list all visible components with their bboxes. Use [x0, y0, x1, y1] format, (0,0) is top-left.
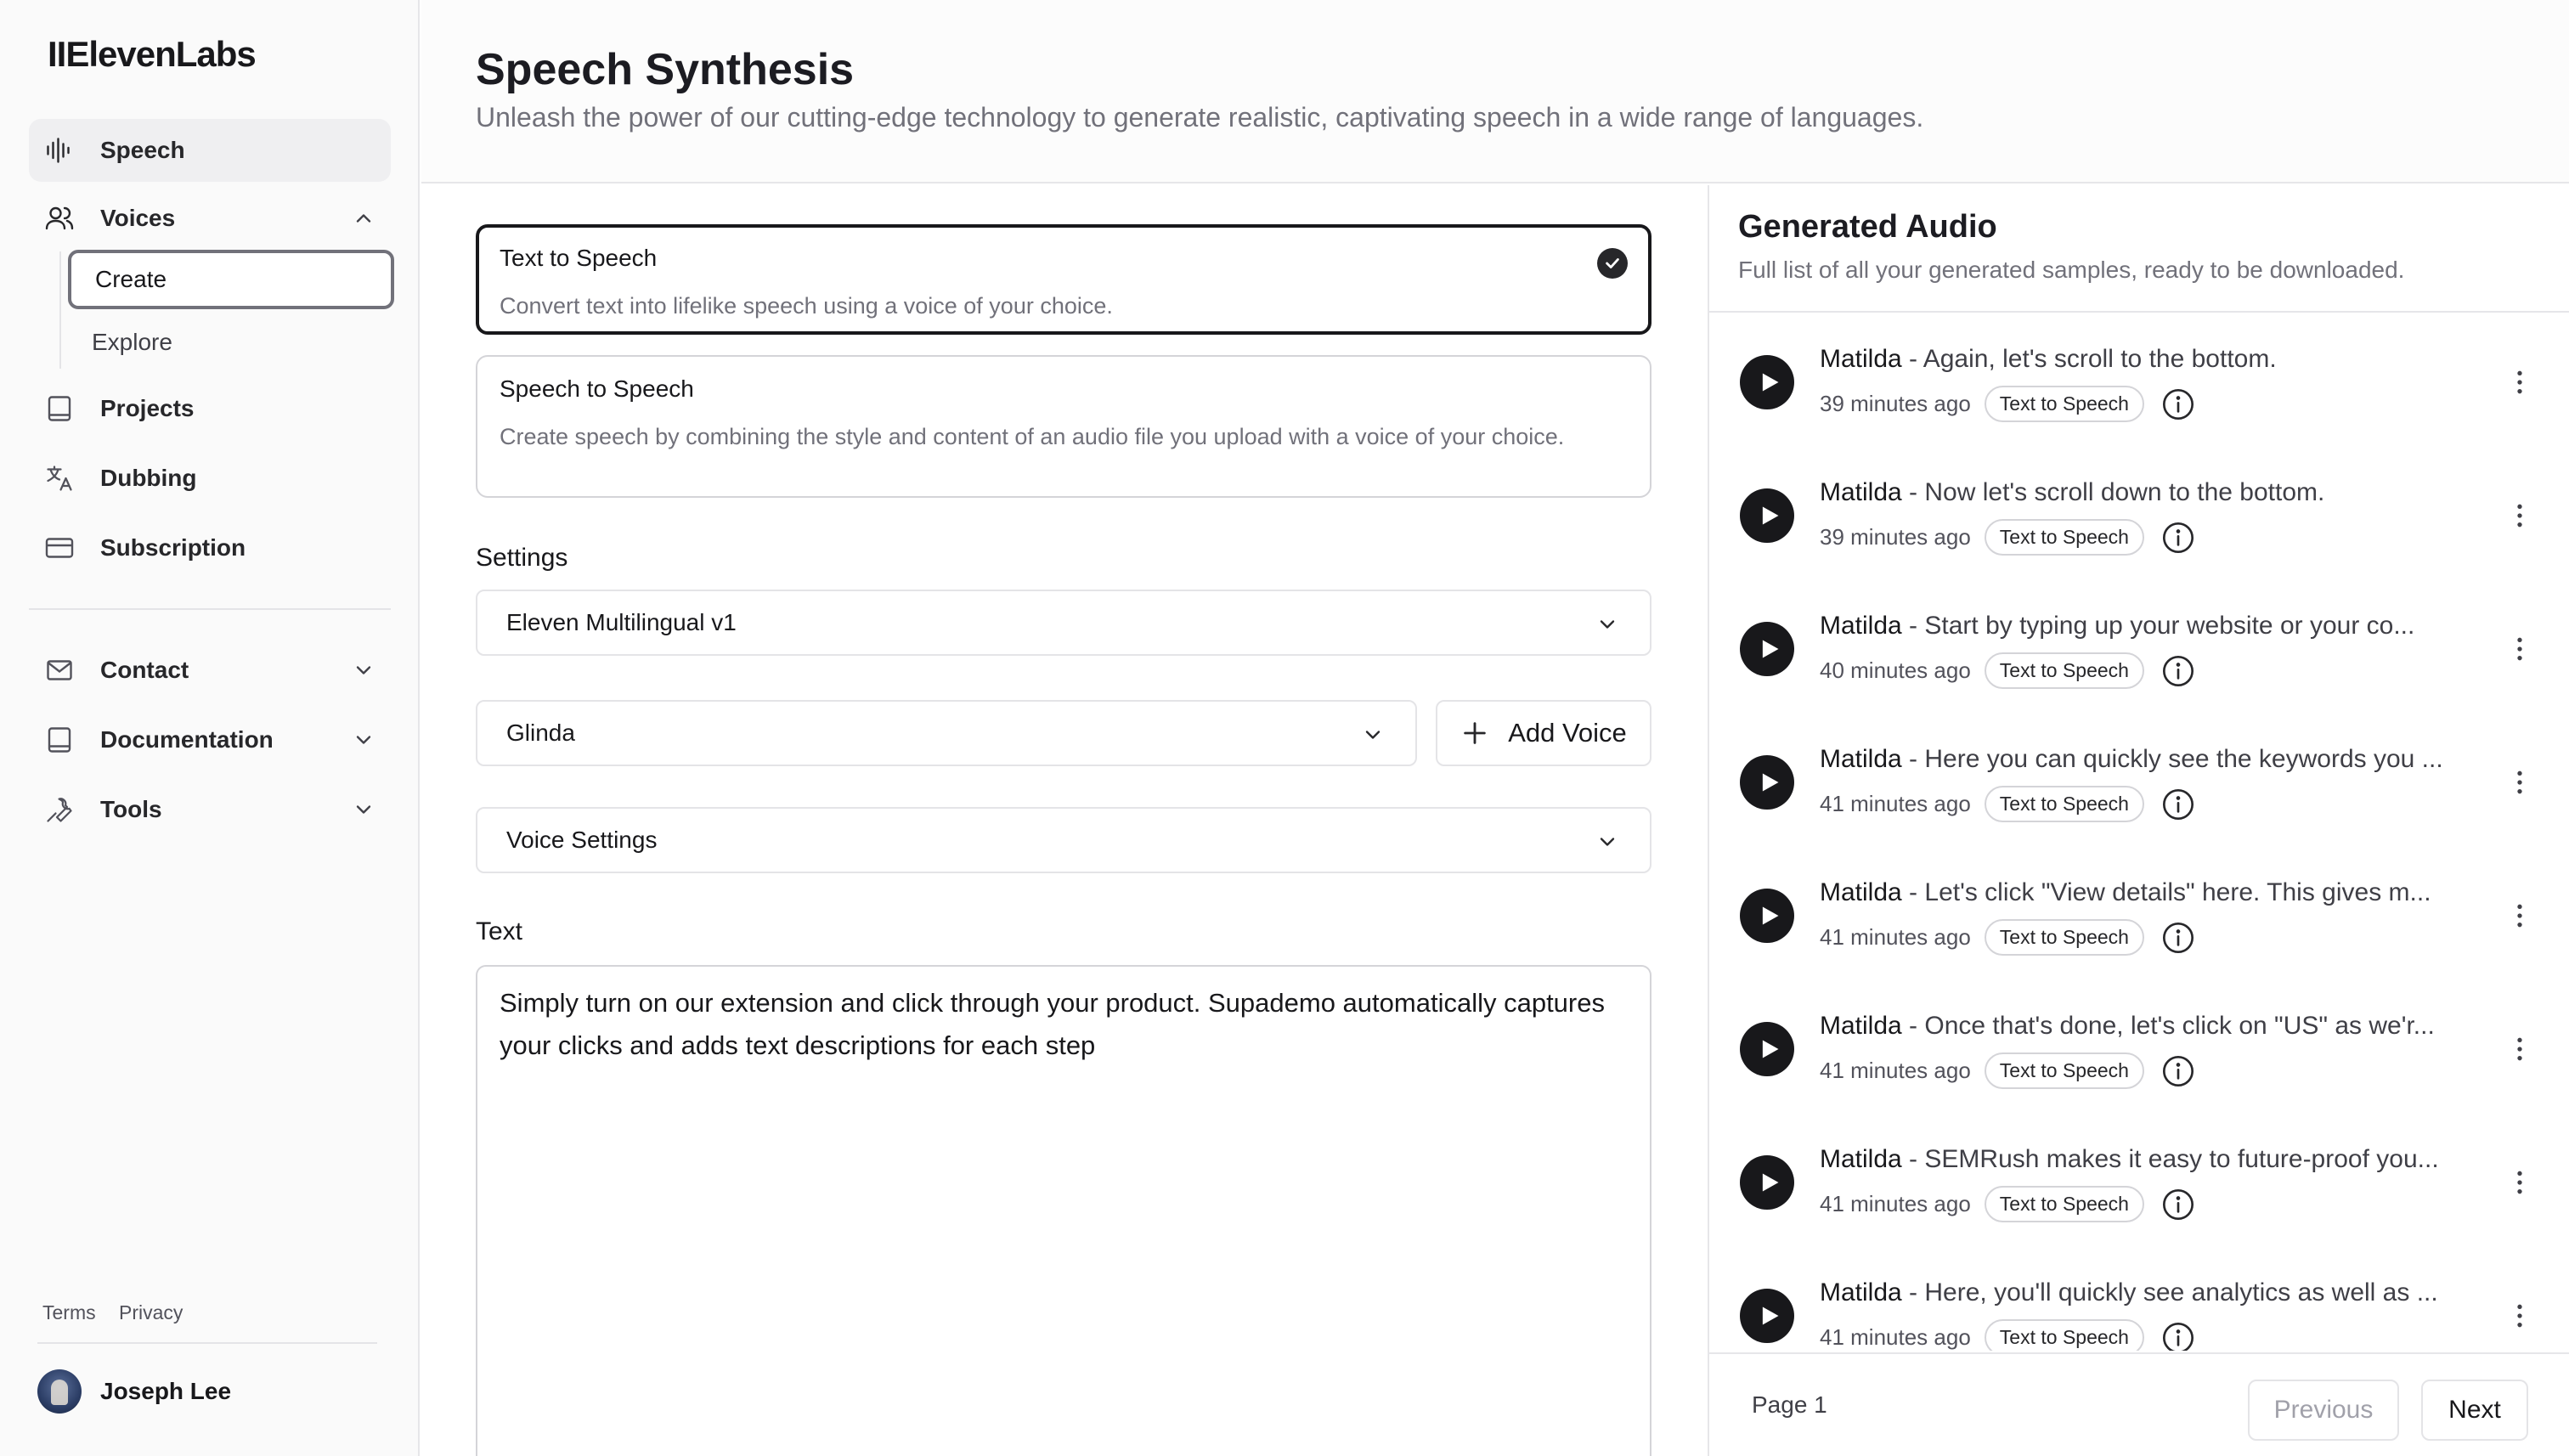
- voice-name: Matilda: [1820, 878, 1902, 906]
- timestamp: 39 minutes ago: [1820, 391, 1971, 416]
- audio-title: [1820, 612, 2491, 641]
- chevron-down-icon: [1361, 723, 1385, 747]
- audio-list-item[interactable]: [1709, 979, 2569, 1113]
- timestamp: 41 minutes ago: [1820, 1058, 1971, 1083]
- sidebar-item-voices[interactable]: [29, 187, 391, 250]
- mode-description: Create speech by combining the style and content of an audio file you upload with a voice of your choice.: [500, 424, 1565, 449]
- info-icon[interactable]: [2161, 521, 2195, 555]
- info-icon[interactable]: [2161, 787, 2195, 821]
- sidebar-item-label: Dubbing: [100, 465, 197, 491]
- audio-text: Once that's done, let's click on "US" as we'r...: [1924, 1012, 2435, 1040]
- title-separator: -: [1901, 745, 1925, 773]
- sidebar-item-contact[interactable]: [29, 639, 391, 702]
- text-input[interactable]: [476, 965, 1652, 1456]
- mode-title: Speech to Speech: [500, 375, 694, 402]
- audio-title: [1820, 1012, 2491, 1041]
- voice-name: Matilda: [1820, 745, 1902, 773]
- next-button[interactable]: Next: [2421, 1380, 2528, 1441]
- type-badge: Text to Speech: [1985, 919, 2144, 956]
- sidebar-item-label: Voices: [100, 205, 176, 231]
- audio-title: [1820, 1278, 2491, 1307]
- voice-name: Matilda: [1820, 478, 1902, 506]
- page-label: Page 1: [1752, 1391, 1827, 1418]
- timestamp: 41 minutes ago: [1820, 1191, 1971, 1216]
- chevron-down-icon[interactable]: [352, 658, 375, 682]
- audio-title: [1820, 745, 2491, 774]
- play-icon: [1758, 637, 1781, 661]
- audio-meta: [1820, 1052, 2195, 1089]
- book-icon: [44, 393, 75, 424]
- audio-list-item[interactable]: [1709, 313, 2569, 446]
- info-icon[interactable]: [2161, 921, 2195, 955]
- timestamp: 39 minutes ago: [1820, 524, 1971, 550]
- title-separator: -: [1901, 1012, 1925, 1040]
- pagination: [1709, 1352, 2569, 1456]
- terms-link[interactable]: Terms: [42, 1301, 96, 1323]
- play-button[interactable]: [1740, 889, 1794, 943]
- audio-text: Now let's scroll down to the bottom.: [1924, 478, 2325, 506]
- sidebar-item-label: Speech: [100, 137, 185, 163]
- info-icon[interactable]: [2161, 1188, 2195, 1222]
- sidebar-item-label: Contact: [100, 657, 189, 683]
- title-separator: -: [1901, 878, 1925, 906]
- play-icon: [1758, 770, 1781, 794]
- previous-button[interactable]: Previous: [2248, 1380, 2399, 1441]
- audio-text: Again, let's scroll to the bottom.: [1923, 345, 2277, 373]
- play-button[interactable]: [1740, 755, 1794, 810]
- sidebar: [0, 0, 420, 1456]
- title-separator: -: [1901, 478, 1925, 506]
- check-icon: [1597, 248, 1628, 279]
- synthesis-form: [421, 185, 1708, 1456]
- sidebar-subitem-explore[interactable]: Explore: [92, 329, 172, 355]
- more-options-icon[interactable]: [2515, 502, 2525, 529]
- audio-meta: [1820, 1186, 2195, 1222]
- title-separator: -: [1901, 612, 1925, 640]
- audio-title: [1820, 345, 2491, 374]
- title-separator: -: [1901, 345, 1923, 373]
- audio-meta: [1820, 519, 2195, 556]
- mode-card-text-to-speech[interactable]: [476, 224, 1652, 335]
- info-icon[interactable]: [2161, 654, 2195, 688]
- play-icon: [1758, 904, 1781, 928]
- sidebar-item-label: Documentation: [100, 726, 274, 753]
- plus-icon: [1460, 719, 1489, 748]
- privacy-link[interactable]: Privacy: [119, 1301, 184, 1323]
- voice-select[interactable]: [476, 700, 1417, 766]
- mail-icon: [44, 655, 75, 686]
- generated-audio-panel: [1708, 185, 2569, 1456]
- audio-list[interactable]: [1709, 313, 2569, 1351]
- settings-label: Settings: [476, 544, 568, 572]
- audio-meta: [1820, 786, 2195, 822]
- play-button[interactable]: [1740, 1289, 1794, 1343]
- audio-list-item[interactable]: [1709, 713, 2569, 846]
- more-options-icon[interactable]: [2515, 369, 2525, 396]
- play-button[interactable]: [1740, 488, 1794, 543]
- title-separator: -: [1901, 1145, 1925, 1173]
- voice-name: Matilda: [1820, 1012, 1902, 1040]
- audio-text: SEMRush makes it easy to future-proof you...: [1924, 1145, 2439, 1173]
- panel-title: Generated Audio: [1738, 209, 1997, 245]
- more-options-icon[interactable]: [2515, 1302, 2525, 1329]
- info-icon[interactable]: [2161, 1054, 2195, 1088]
- sidebar-item-speech[interactable]: [29, 119, 391, 182]
- add-voice-button[interactable]: [1436, 700, 1652, 766]
- audio-list-item[interactable]: [1709, 579, 2569, 713]
- audio-title: [1820, 1145, 2491, 1174]
- sidebar-item-label: Projects: [100, 395, 195, 421]
- timestamp: 41 minutes ago: [1820, 924, 1971, 950]
- avatar: [37, 1369, 82, 1414]
- audio-list-item[interactable]: [1709, 1113, 2569, 1246]
- voice-name: Matilda: [1820, 612, 1902, 640]
- wrench-icon: [44, 794, 75, 825]
- info-icon[interactable]: [2161, 1321, 2195, 1352]
- more-options-icon[interactable]: [2515, 635, 2525, 663]
- chevron-up-icon[interactable]: [352, 206, 375, 230]
- audio-title: [1820, 878, 2491, 907]
- more-options-icon[interactable]: [2515, 902, 2525, 929]
- type-badge: Text to Speech: [1985, 1319, 2144, 1351]
- info-icon[interactable]: [2161, 387, 2195, 421]
- text-label: Text: [476, 917, 523, 945]
- sidebar-item-tools[interactable]: [29, 778, 391, 841]
- audio-text: Here you can quickly see the keywords you ...: [1924, 745, 2443, 773]
- audio-text: Here, you'll quickly see analytics as well as ...: [1924, 1278, 2438, 1306]
- sidebar-item-documentation[interactable]: [29, 708, 391, 771]
- submenu-line: [59, 251, 61, 369]
- play-button[interactable]: [1740, 1155, 1794, 1210]
- audio-list-item[interactable]: [1709, 446, 2569, 579]
- chevron-down-icon: [1595, 830, 1619, 854]
- play-icon: [1758, 1304, 1781, 1328]
- play-button[interactable]: [1740, 355, 1794, 409]
- sidebar-item-label: Subscription: [100, 534, 246, 561]
- type-badge: Text to Speech: [1985, 652, 2144, 689]
- add-voice-label: Add Voice: [1508, 718, 1627, 748]
- type-badge: Text to Speech: [1985, 1052, 2144, 1089]
- model-select-value: Eleven Multilingual v1: [506, 609, 737, 635]
- type-badge: Text to Speech: [1985, 386, 2144, 422]
- voice-settings-label: Voice Settings: [506, 827, 658, 853]
- voice-name: Matilda: [1820, 345, 1902, 373]
- translate-icon: [44, 463, 75, 494]
- voice-settings-dropdown[interactable]: [476, 807, 1652, 873]
- app-logo[interactable]: IIElevenLabs: [48, 34, 256, 74]
- chevron-down-icon[interactable]: [352, 798, 375, 821]
- audio-meta: [1820, 919, 2195, 956]
- sidebar-subitem-create[interactable]: Create: [68, 250, 394, 309]
- card-icon: [44, 533, 75, 563]
- page-header: [421, 0, 2569, 183]
- page-subtitle: Unleash the power of our cutting-edge technology to generate realistic, captivating speech in a wide range of languages.: [476, 102, 1924, 133]
- more-options-icon[interactable]: [2515, 1036, 2525, 1063]
- more-options-icon[interactable]: [2515, 1169, 2525, 1196]
- type-badge: Text to Speech: [1985, 786, 2144, 822]
- waveform-icon: [44, 135, 75, 166]
- page-title: Speech Synthesis: [476, 45, 855, 94]
- sidebar-item-subscription[interactable]: [29, 516, 391, 579]
- voice-name: Matilda: [1820, 1278, 1902, 1306]
- users-icon: [44, 203, 75, 234]
- type-badge: Text to Speech: [1985, 1186, 2144, 1222]
- voice-name: Matilda: [1820, 1145, 1902, 1173]
- title-separator: -: [1901, 1278, 1925, 1306]
- timestamp: 41 minutes ago: [1820, 791, 1971, 816]
- panel-subtitle: Full list of all your generated samples, ready to be downloaded.: [1738, 257, 2405, 283]
- voice-select-value: Glinda: [506, 720, 575, 746]
- sidebar-divider: [29, 608, 391, 610]
- mode-card-speech-to-speech[interactable]: [476, 355, 1652, 498]
- audio-title: [1820, 478, 2491, 507]
- user-name: Joseph Lee: [100, 1378, 232, 1404]
- audio-text: Start by typing up your website or your co...: [1924, 612, 2415, 640]
- audio-list-item[interactable]: [1709, 846, 2569, 979]
- user-profile[interactable]: [37, 1369, 231, 1414]
- audio-meta: [1820, 652, 2195, 689]
- footer-divider: [37, 1342, 377, 1344]
- chevron-down-icon[interactable]: [352, 728, 375, 752]
- chevron-down-icon: [1595, 612, 1619, 636]
- play-icon: [1758, 370, 1781, 394]
- sidebar-item-projects[interactable]: [29, 377, 391, 440]
- timestamp: 40 minutes ago: [1820, 657, 1971, 683]
- mode-description: Convert text into lifelike speech using a voice of your choice.: [500, 293, 1113, 319]
- timestamp: 41 minutes ago: [1820, 1324, 1971, 1350]
- play-button[interactable]: [1740, 622, 1794, 676]
- sidebar-item-label: Tools: [100, 796, 162, 822]
- book-icon: [44, 725, 75, 755]
- mode-title: Text to Speech: [500, 245, 658, 271]
- more-options-icon[interactable]: [2515, 769, 2525, 796]
- play-icon: [1758, 1037, 1781, 1061]
- play-icon: [1758, 504, 1781, 528]
- sidebar-item-dubbing[interactable]: [29, 447, 391, 510]
- play-button[interactable]: [1740, 1022, 1794, 1076]
- audio-list-item[interactable]: [1709, 1246, 2569, 1351]
- play-icon: [1758, 1171, 1781, 1194]
- audio-text: Let's click "View details" here. This gives m...: [1924, 878, 2431, 906]
- audio-meta: [1820, 386, 2195, 422]
- type-badge: Text to Speech: [1985, 519, 2144, 556]
- audio-meta: [1820, 1319, 2195, 1351]
- model-select[interactable]: [476, 590, 1652, 656]
